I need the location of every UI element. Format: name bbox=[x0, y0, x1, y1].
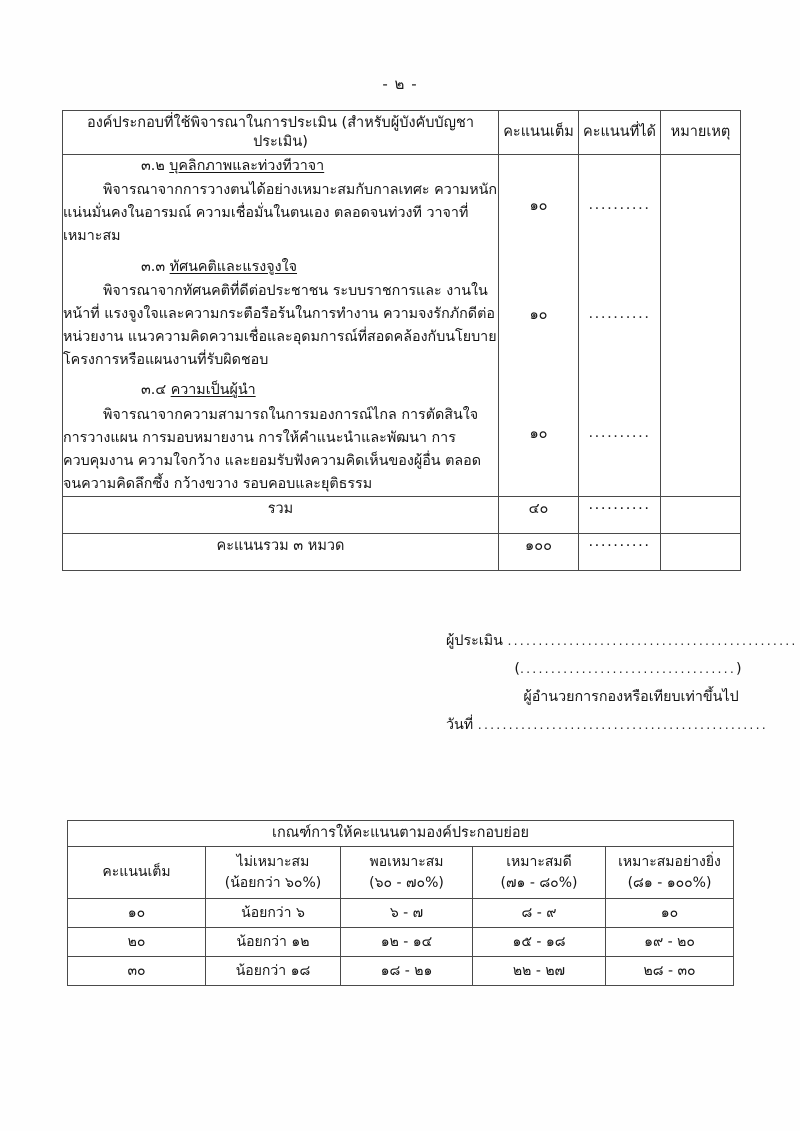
evaluator-role: ผู้อำนวยการกองหรือเทียบเท่าขึ้นไป bbox=[523, 688, 739, 705]
evaluator-name-line bbox=[446, 656, 776, 684]
criteria-table-caption: เกณฑ์การให้คะแนนตามองค์ประกอบย่อย bbox=[68, 821, 734, 847]
criterion-3-2-heading bbox=[63, 155, 498, 178]
criterion-3-4-score-received[interactable]: .......... bbox=[588, 425, 651, 441]
criteria-row-1-col-3: ๑๕ - ๑๘ bbox=[473, 928, 606, 957]
criteria-row-0-col-3: ๘ - ๙ bbox=[473, 899, 606, 928]
criterion-3-2 bbox=[63, 155, 498, 249]
criterion-3-4-body: พิจารณาจากความสามารถในการมองการณ์ไกล การตัดสินใจ การวางแผน การมอบหมายงาน การให้คำแนะนำและพัฒนา การควบคุมงาน ความใจกว้าง และยอมรับฟังความคิดเห็นของผู้อื่น ตลอดจนความคิดลึกซึ้ง กว้างขวาง รอบคอบและยุติธรรม bbox=[63, 406, 482, 493]
criteria-header-good-suitable-line2: (๗๑ - ๘๐%) bbox=[500, 874, 578, 891]
criteria-row-0-col-4: ๑๐ bbox=[606, 899, 734, 928]
criteria-row-1-col-2: ๑๒ - ๑๔ bbox=[341, 928, 473, 957]
header-description: องค์ประกอบที่ใช้พิจารณาในการประเมิน (สำหรับผู้บังคับบัญชาประเมิน) bbox=[63, 111, 499, 155]
criteria-description-cell bbox=[63, 155, 499, 497]
criteria-header-fairly-suitable-line2: (๖๐ - ๗๐%) bbox=[369, 874, 444, 891]
name-close-paren: ) bbox=[736, 660, 742, 677]
criteria-header-highly-suitable-line2: (๘๑ - ๑๐๐%) bbox=[627, 874, 712, 891]
criterion-3-2-body: พิจารณาจากการวางตนได้อย่างเหมาะสมกับกาลเทศะ ความหนักแน่นมั่นคงในอารมณ์ ความเชื่อมั่นในตนเอง ตลอดจนท่วงที วาจาที่เหมาะสม bbox=[63, 182, 498, 245]
summary-score-received-grand-total[interactable]: .......... bbox=[579, 534, 661, 571]
table-header-row bbox=[63, 111, 741, 155]
criterion-3-3 bbox=[63, 256, 498, 373]
summary-row-total-section bbox=[63, 497, 741, 534]
summary-full-score-total-section: ๔๐ bbox=[499, 497, 579, 534]
criteria-header-good-suitable bbox=[473, 847, 606, 899]
summary-remark-grand-total[interactable] bbox=[661, 534, 741, 571]
evaluator-name-field[interactable]: ................................... bbox=[519, 660, 737, 676]
header-remark: หมายเหตุ bbox=[661, 111, 741, 155]
criteria-header-highly-suitable bbox=[606, 847, 734, 899]
criteria-table-header-row bbox=[68, 847, 734, 899]
criteria-header-good-suitable-line1: เหมาะสมดี bbox=[506, 853, 572, 870]
summary-full-score-grand-total: ๑๐๐ bbox=[499, 534, 579, 571]
criterion-3-4-number: ๓.๔ bbox=[141, 382, 171, 399]
criteria-row-0-col-0: ๑๐ bbox=[68, 899, 206, 928]
criteria-header-fairly-suitable bbox=[341, 847, 473, 899]
criteria-block-row bbox=[63, 155, 741, 497]
criteria-header-full-score-line1: คะแนนเต็ม bbox=[102, 864, 171, 880]
criteria-full-score-cell bbox=[499, 155, 579, 497]
criterion-3-2-score-received[interactable]: .......... bbox=[588, 197, 651, 213]
criterion-3-3-body: พิจารณาจากทัศนคติที่ดีต่อประชาชน ระบบราชการและ งานในหน้าที่ แรงจูงใจและความกระตือรือร้นในการทำงาน ความจงรักภักดีต่อหน่วยงาน แนวความคิดความเชื่อและอุดมการณ์ที่สอดคล้องกับนโยบาย โครงการหรือแผนงานที่รับผิดชอบ bbox=[63, 282, 497, 369]
criterion-3-4-heading bbox=[63, 379, 498, 402]
criteria-score-received-cell[interactable] bbox=[579, 155, 661, 497]
evaluator-signature-line bbox=[446, 628, 798, 656]
summary-label-grand-total: คะแนนรวม ๓ หมวด bbox=[63, 534, 499, 571]
criteria-row-1-col-1: น้อยกว่า ๑๒ bbox=[206, 928, 341, 957]
criteria-header-unsuitable-line2: (น้อยกว่า ๖๐%) bbox=[224, 874, 322, 891]
criteria-row-2-col-2: ๑๘ - ๒๑ bbox=[341, 957, 473, 986]
criteria-header-unsuitable-line1: ไม่เหมาะสม bbox=[236, 853, 310, 870]
criterion-3-3-score-received[interactable]: .......... bbox=[588, 306, 651, 322]
criteria-row-2-col-0: ๓๐ bbox=[68, 957, 206, 986]
table-row bbox=[68, 928, 734, 957]
evaluator-label: ผู้ประเมิน bbox=[446, 633, 503, 649]
criteria-row-2-col-3: ๒๒ - ๒๗ bbox=[473, 957, 606, 986]
date-label: วันที่ bbox=[446, 716, 474, 733]
signature-block bbox=[446, 628, 798, 740]
criteria-row-0-col-2: ๖ - ๗ bbox=[341, 899, 473, 928]
scoring-criteria-table bbox=[67, 820, 734, 986]
criterion-3-3-heading bbox=[63, 256, 498, 279]
criteria-header-fairly-suitable-line1: พอเหมาะสม bbox=[369, 853, 444, 870]
summary-remark-total-section[interactable] bbox=[661, 497, 741, 534]
summary-score-received-total-section[interactable]: .......... bbox=[579, 497, 661, 534]
summary-row-grand-total bbox=[63, 534, 741, 571]
criterion-3-4-full-score: ๑๐ bbox=[529, 425, 548, 442]
criterion-3-2-number: ๓.๒ bbox=[141, 158, 170, 174]
date-line bbox=[446, 712, 776, 740]
header-full-score: คะแนนเต็ม bbox=[499, 111, 579, 155]
criteria-row-1-col-0: ๒๐ bbox=[68, 928, 206, 957]
criteria-row-1-col-4: ๑๙ - ๒๐ bbox=[606, 928, 734, 957]
evaluation-table bbox=[62, 110, 741, 571]
criteria-row-2-col-4: ๒๘ - ๓๐ bbox=[606, 957, 734, 986]
summary-label-total-section: รวม bbox=[63, 497, 499, 534]
criterion-3-3-full-score: ๑๐ bbox=[529, 306, 548, 323]
page-number: - ๒ - bbox=[382, 75, 418, 93]
criteria-row-0-col-1: น้อยกว่า ๖ bbox=[206, 899, 341, 928]
criteria-header-highly-suitable-line1: เหมาะสมอย่างยิ่ง bbox=[618, 853, 721, 870]
date-field[interactable]: ............................................... bbox=[477, 716, 768, 732]
name-open-paren: ( bbox=[514, 660, 520, 677]
criteria-header-unsuitable bbox=[206, 847, 341, 899]
criterion-3-2-full-score: ๑๐ bbox=[529, 197, 548, 214]
criteria-header-full-score bbox=[68, 847, 206, 899]
criteria-row-2-col-1: น้อยกว่า ๑๘ bbox=[206, 957, 341, 986]
criterion-3-3-number: ๓.๓ bbox=[141, 258, 170, 275]
header-score-received: คะแนนที่ได้ bbox=[579, 111, 661, 155]
table-row bbox=[68, 899, 734, 928]
criteria-table-caption-row bbox=[68, 821, 734, 847]
criterion-3-3-title: ทัศนคติและแรงจูงใจ bbox=[169, 258, 298, 275]
criteria-remark-cell[interactable] bbox=[661, 155, 741, 497]
table-row bbox=[68, 957, 734, 986]
evaluator-signature-field[interactable]: ............................................... bbox=[507, 633, 798, 648]
criterion-3-4 bbox=[63, 379, 498, 496]
criterion-3-4-title: ความเป็นผู้นำ bbox=[170, 382, 256, 399]
criterion-3-2-title: บุคลิกภาพและท่วงทีวาจา bbox=[169, 158, 325, 174]
